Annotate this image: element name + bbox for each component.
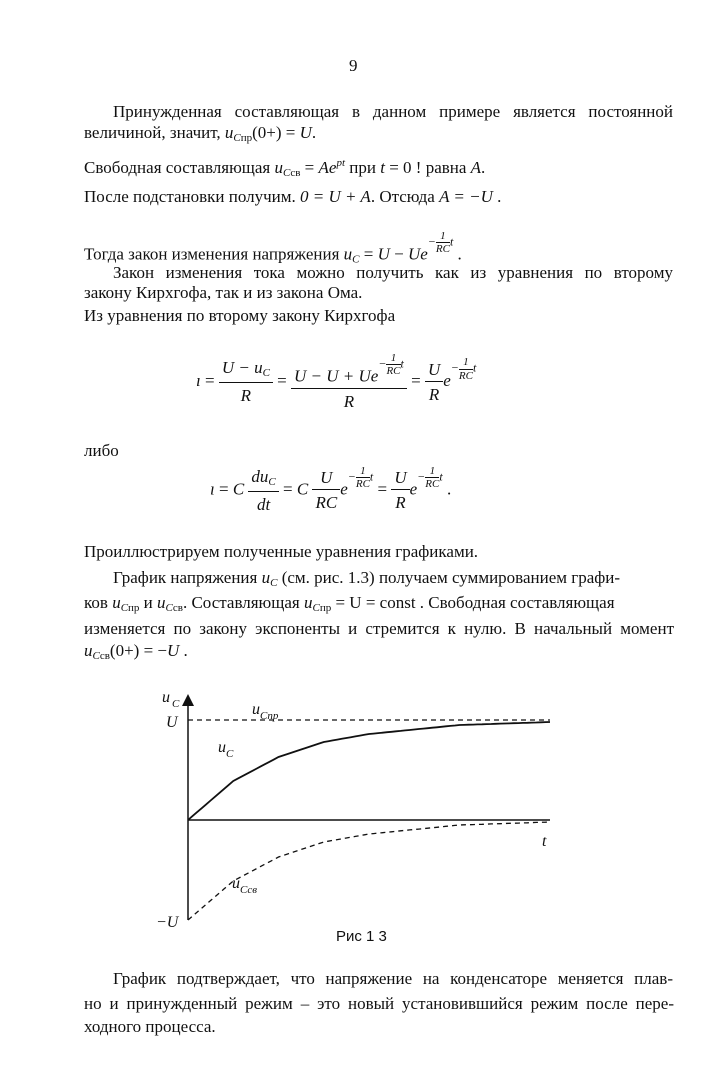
- page-number: 9: [349, 56, 358, 75]
- paragraph-line: изменяется по закону экспоненты и стремится к нулю. В начальный момент: [84, 619, 674, 638]
- paragraph-line: График подтверждает, что напряжение на конденсаторе меняется плав-: [113, 969, 673, 988]
- series-label-uCpr: $u_{Cпр}$: [252, 701, 279, 722]
- paragraph-line: либо: [84, 441, 119, 460]
- paragraph-line: ходного процесса.: [84, 1017, 216, 1036]
- paragraph-line: $u_{Cсв}(0+) = -U$ .: [84, 641, 188, 662]
- series-label-uCsv: $u_{Cсв}$: [232, 875, 257, 896]
- formula-current-1: ı = $\frac{U - u_C}{R}$ = U − U + Ue− $\frac{1}{RC}$ t R = $\frac{U}{R}$ e− $\frac{1}{RC}$ t: [196, 352, 477, 411]
- paragraph-line: но и принужденный режим – это новый установившийся режим после пере-: [84, 994, 674, 1013]
- y-axis-label: u: [162, 689, 170, 706]
- paragraph-line: Проиллюстрируем полученные уравнения графиками.: [84, 542, 479, 561]
- x-axis-label: t: [542, 833, 547, 850]
- figure-caption: Рис 1 3: [336, 928, 387, 945]
- paragraph-line: Из уравнения по второму закону Кирхгофа: [84, 306, 396, 325]
- paragraph-line: Тогда закон изменения напряжения $u_C = U - Ue-$ $\frac{1}{RC}$ t .: [84, 230, 462, 266]
- tick-label-U: U: [166, 714, 178, 731]
- paragraph-line: величиной, значит, $u_{Cпр}(0+) = U$.: [84, 123, 317, 144]
- paragraph-line: ков $u_{Cпр}$ и $u_{Cсв}$. Составляющая $u_{Cпр} = U$ = const . Свободная составляющая: [84, 593, 615, 614]
- series-line-2: [188, 822, 550, 920]
- series-line-1: [188, 722, 550, 820]
- paragraph-line: Принужденная составляющая в данном примере является постоянной: [113, 102, 673, 121]
- paragraph-line: Закон изменения тока можно получить как из уравнения по второму: [113, 263, 673, 282]
- formula-current-2: ı = C $\frac{du_C}{dt}$ = C $\frac{U}{RC}$ e− $\frac{1}{RC}$ t = $\frac{U}{R}$ e− $\frac{1}{RC}$ t .: [210, 465, 452, 514]
- paragraph-line: закону Кирхгофа, так и из закона Ома.: [84, 283, 363, 302]
- transient-chart: [150, 680, 570, 950]
- tick-label-minus-U: −U: [156, 914, 179, 931]
- paragraph-line: График напряжения $u_C$ (см. рис. 1.3) получаем суммированием графи-: [113, 568, 621, 589]
- paragraph-line: Свободная составляющая $u_{Cсв} = Ae^{pt}$ при t = 0 ! равна A.: [84, 157, 486, 179]
- y-axis-label-sub: C: [172, 698, 180, 710]
- series-label-uC: $u_C$: [218, 739, 234, 760]
- paragraph-line: После подстановки получим. 0 = U + A. Отсюда A = −U .: [84, 187, 502, 206]
